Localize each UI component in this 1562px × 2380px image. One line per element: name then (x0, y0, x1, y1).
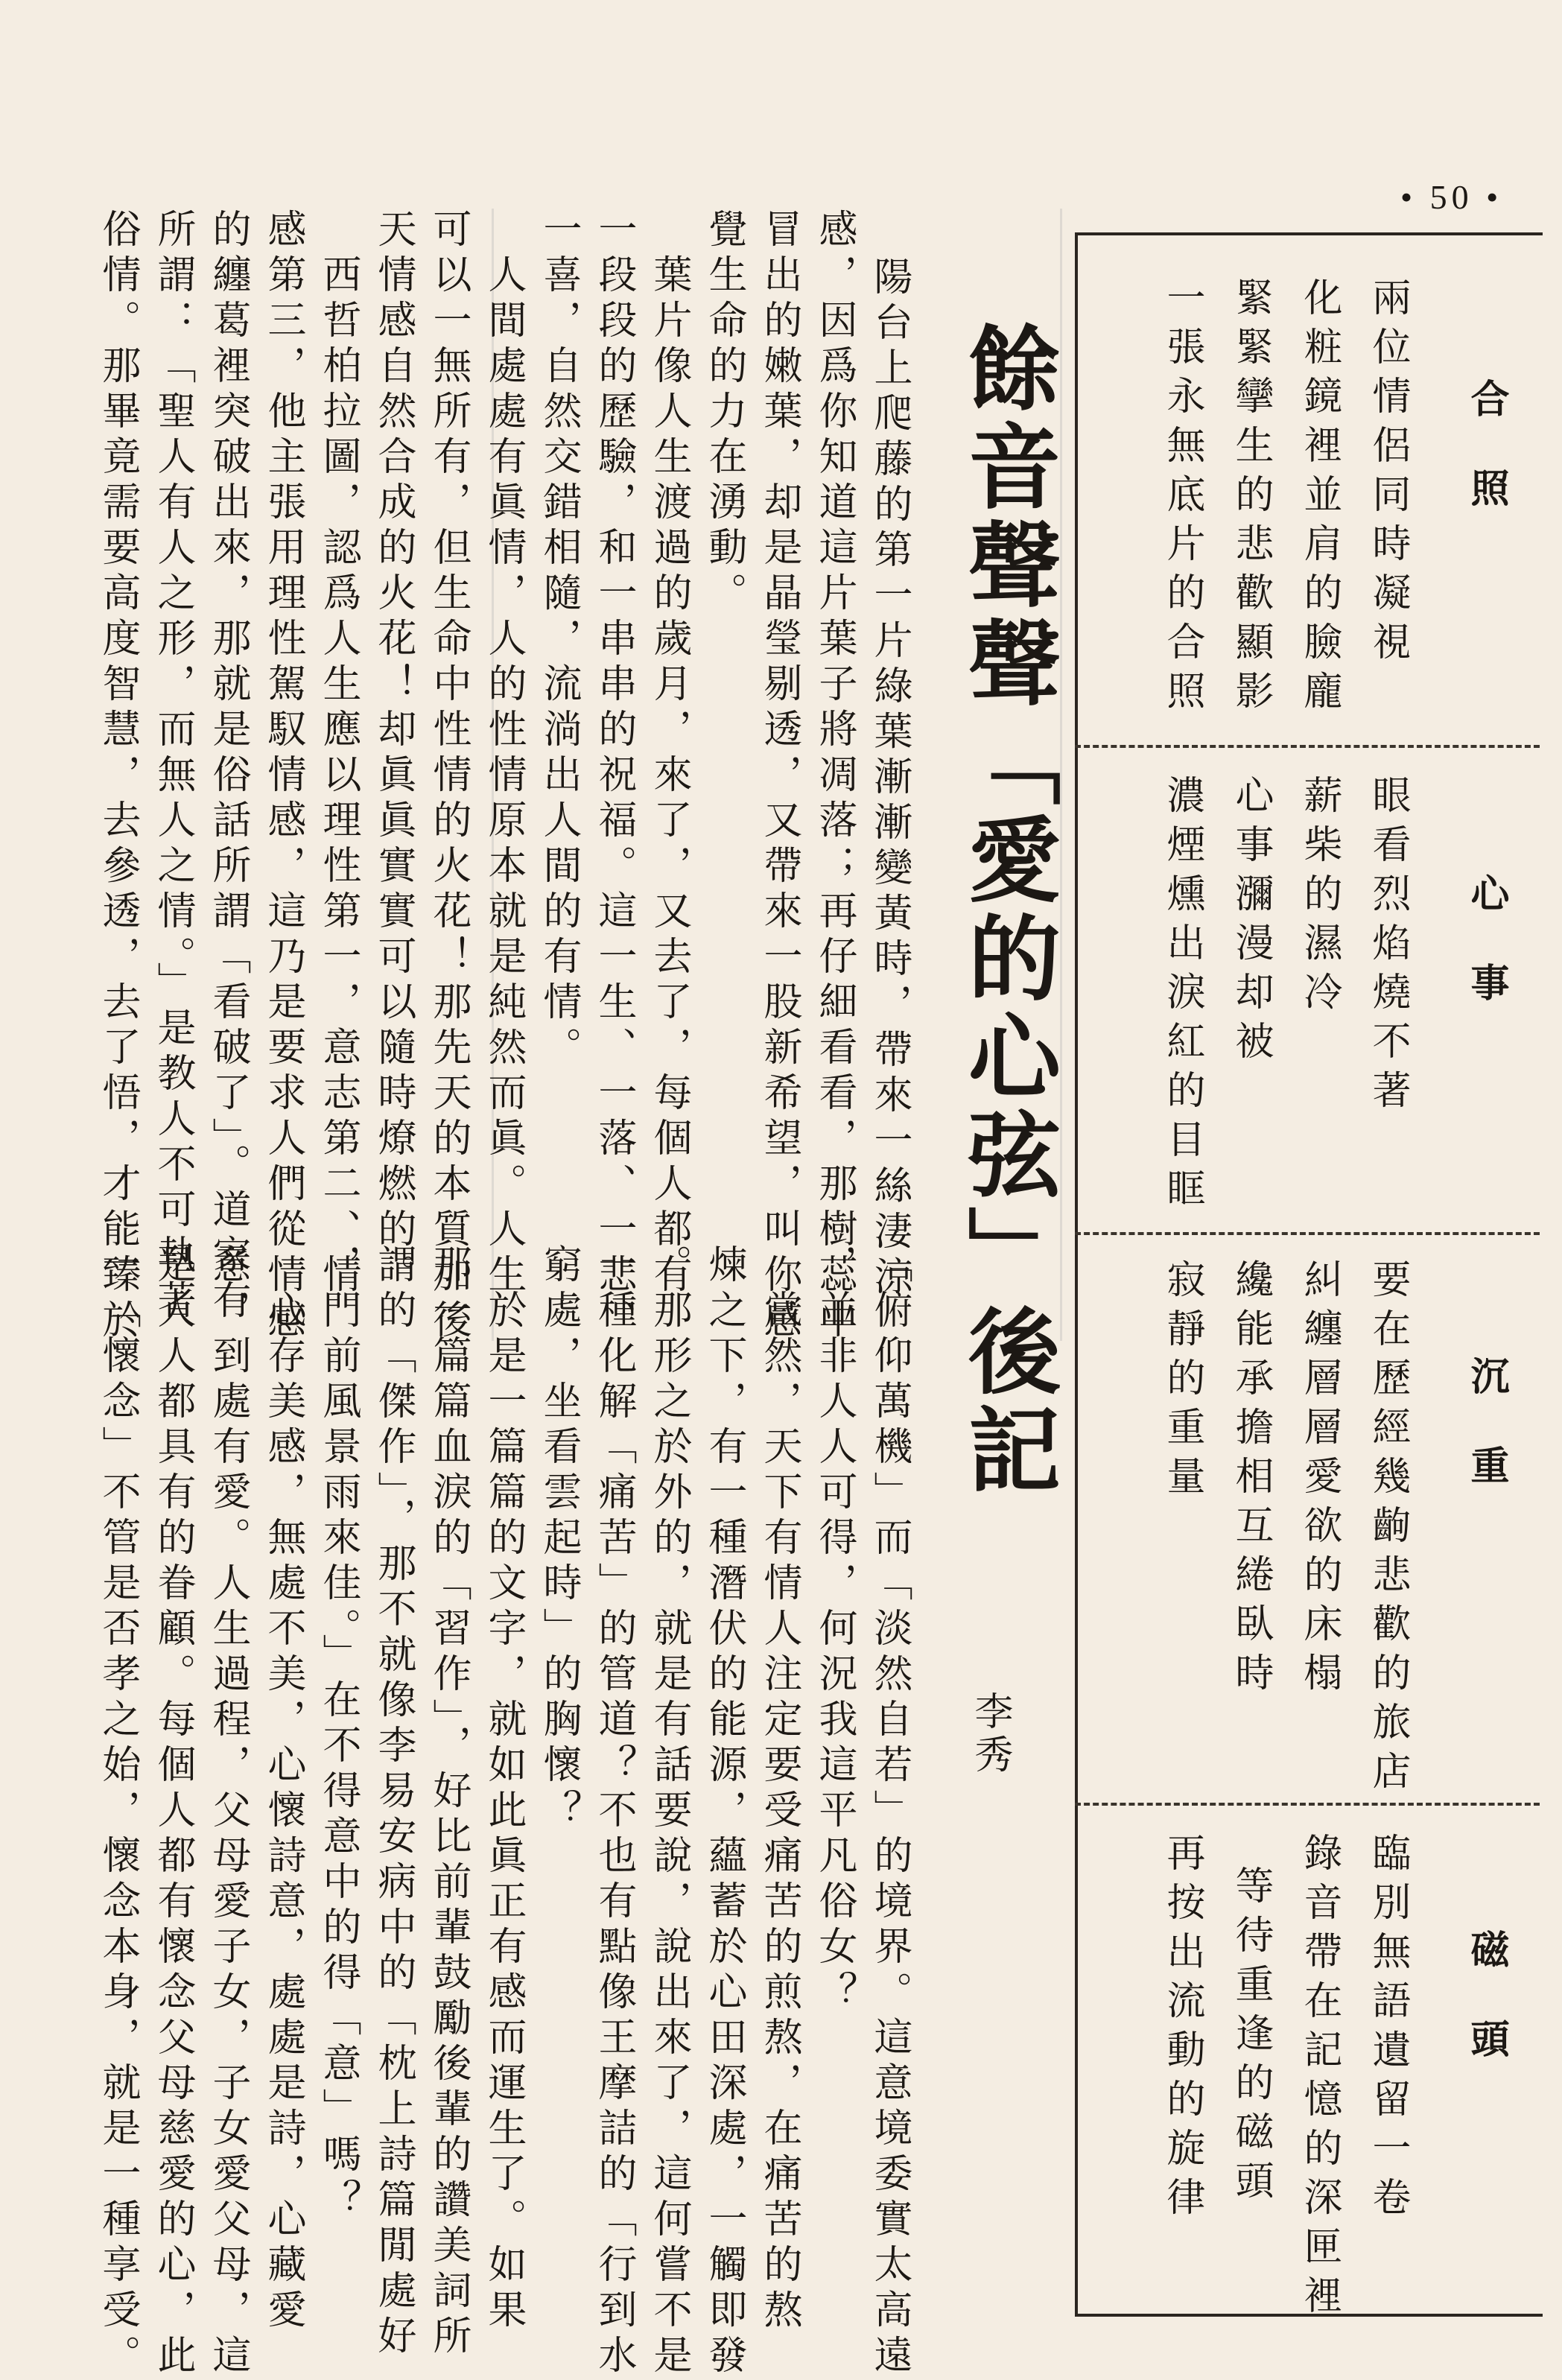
poem-line: 要在歷經幾齣悲歡的旅店 (1365, 1259, 1410, 1800)
body-column: 心存美感，無處不美，心懷詩意，處處是詩，心藏愛 (261, 1244, 305, 2335)
body-column: 謂的「傑作」，那不就像李易安病中的「枕上詩篇閒處好 (371, 1244, 416, 2361)
poem-title: 磁頭 (1464, 1929, 1509, 2108)
body-column: 「俯仰萬機」而「淡然自若」的境界。這意境委實太高遠 (867, 1244, 912, 2380)
poem-line: 薪柴的濕冷 (1297, 775, 1342, 1021)
body-column: 一段段的歷驗，和一串串的祝福。這一生、一落、一悲、 (591, 209, 636, 1345)
body-column: ，門前風景雨來佳。」在不得意中的得「意」嗎？ (316, 1244, 361, 2224)
body-column: 感，因爲你知道這片葉子將凋落；再仔細看看，那樹蕊中 (812, 209, 857, 1345)
body-column: 於是一篇篇的文字，就如此眞正有感而運生了。如果 (481, 1244, 526, 2335)
body-column: 那一篇篇血淚的「習作」，好比前輩鼓勵後輩的讚美詞所 (426, 1244, 471, 2361)
body-column: 天情感自然合成的火花！却眞眞實實可以隨時燎燃的。 (371, 209, 416, 1299)
body-column: 當然，天下有情人注定要受痛苦的煎熬，在痛苦的熬 (757, 1244, 801, 2335)
poem-line: 濃煙燻出淚紅的目眶 (1160, 775, 1204, 1217)
poem-divider (1075, 1232, 1540, 1235)
body-column: 一喜，自然交錯相隨，流淌出人間的有情。 (536, 209, 581, 1072)
body-column: 感第三，他主張用理性駕馭情感，這乃是要求人們從情感 (261, 209, 305, 1345)
body-column: 西哲柏拉圖，認爲人生應以理性第一，意志第二、情 (316, 209, 361, 1299)
body-column: 人間處處有眞情，人的性情原本就是純然而眞。人生 (481, 209, 526, 1299)
body-column: 意，到處有愛。人生過程，父母愛子女，子女愛父母，這 (206, 1244, 250, 2380)
body-column: 窮處，坐看雲起時」的胸懷？ (536, 1244, 581, 1835)
body-column: 可以一無所有，但生命中性情的火花！那先天的本質加後 (426, 209, 471, 1345)
body-column: 陽台上爬藤的第一片綠葉漸漸變黃時，帶來一絲淒涼 (867, 256, 912, 1301)
poem-line: 寂靜的重量 (1160, 1259, 1204, 1505)
poem-line: 緊緊攣生的悲歡顯影 (1228, 277, 1273, 720)
poem-title: 沉重 (1464, 1356, 1509, 1535)
poem-line: 一張永無底片的合照 (1160, 277, 1204, 720)
body-column: 覺生命的力在湧動。 (702, 209, 746, 618)
poem-line: 糾纏層層愛欲的床榻 (1297, 1259, 1342, 1701)
body-column: 。那形之於外的，就是有話要說，說出來了，這何嘗不是 (647, 1244, 691, 2380)
body-column: ，並非人人可得，何況我這平凡俗女？ (812, 1244, 857, 2016)
poem-title: 心事 (1464, 873, 1509, 1052)
body-column: 煉之下，有一種潛伏的能源，蘊蓄於心田深處，一觸即發 (702, 1244, 746, 2380)
poem-divider (1075, 1803, 1540, 1806)
poem-divider (1075, 745, 1540, 748)
article-title: 餘音聲聲「愛的心弦」後記 (953, 320, 1061, 1500)
body-column: 俗情。那畢竟需要高度智慧，去參透，去了悟，才能臻於 (95, 209, 140, 1345)
poem-line: 化粧鏡裡並肩的臉龐 (1297, 277, 1342, 720)
poem-line: 眼看烈焰燒不著 (1365, 775, 1410, 1119)
body-column: 一種化解「痛苦」的管道？不也有點像王摩詰的「行到水 (591, 1244, 636, 2380)
poem-title: 合照 (1464, 378, 1509, 557)
poem-line: 臨別無語遺留一卷 (1365, 1832, 1410, 2226)
poem-line: 心事瀰漫却被 (1228, 775, 1273, 1070)
poem-line: 兩位情侶同時凝視 (1365, 277, 1410, 670)
body-column: 所謂：「聖人有人之形，而無人之情。」是教人不可執著 (150, 209, 195, 1325)
poem-line: 再按出流動的旋律 (1160, 1832, 1204, 2226)
body-column: 葉片像人生渡過的歲月，來了，又去了，每個人都有 (647, 209, 691, 1299)
poem-line: 纔能承擔相互綣臥時 (1228, 1259, 1273, 1701)
poem-line: 等待重逢的磁頭 (1228, 1865, 1273, 2209)
body-column: 冒出的嫩葉，却是晶瑩剔透，又帶來一股新希望，叫你感 (757, 209, 801, 1345)
page-number: • 50 • (1400, 178, 1503, 216)
body-column: 是人人都具有的眷顧。每個人都有懷念父母慈愛的心，此 (150, 1244, 195, 2380)
article-author: 李秀 (968, 1691, 1012, 1777)
body-column: 的纏葛裡突破出來，那就是俗話所謂「看破了」。道家有 (206, 209, 250, 1325)
body-column: 一「懷念」不管是否孝之始，懷念本身，就是一種享受。 (95, 1244, 140, 2380)
poem-line: 錄音帶在記憶的深匣裡 (1297, 1832, 1342, 2324)
